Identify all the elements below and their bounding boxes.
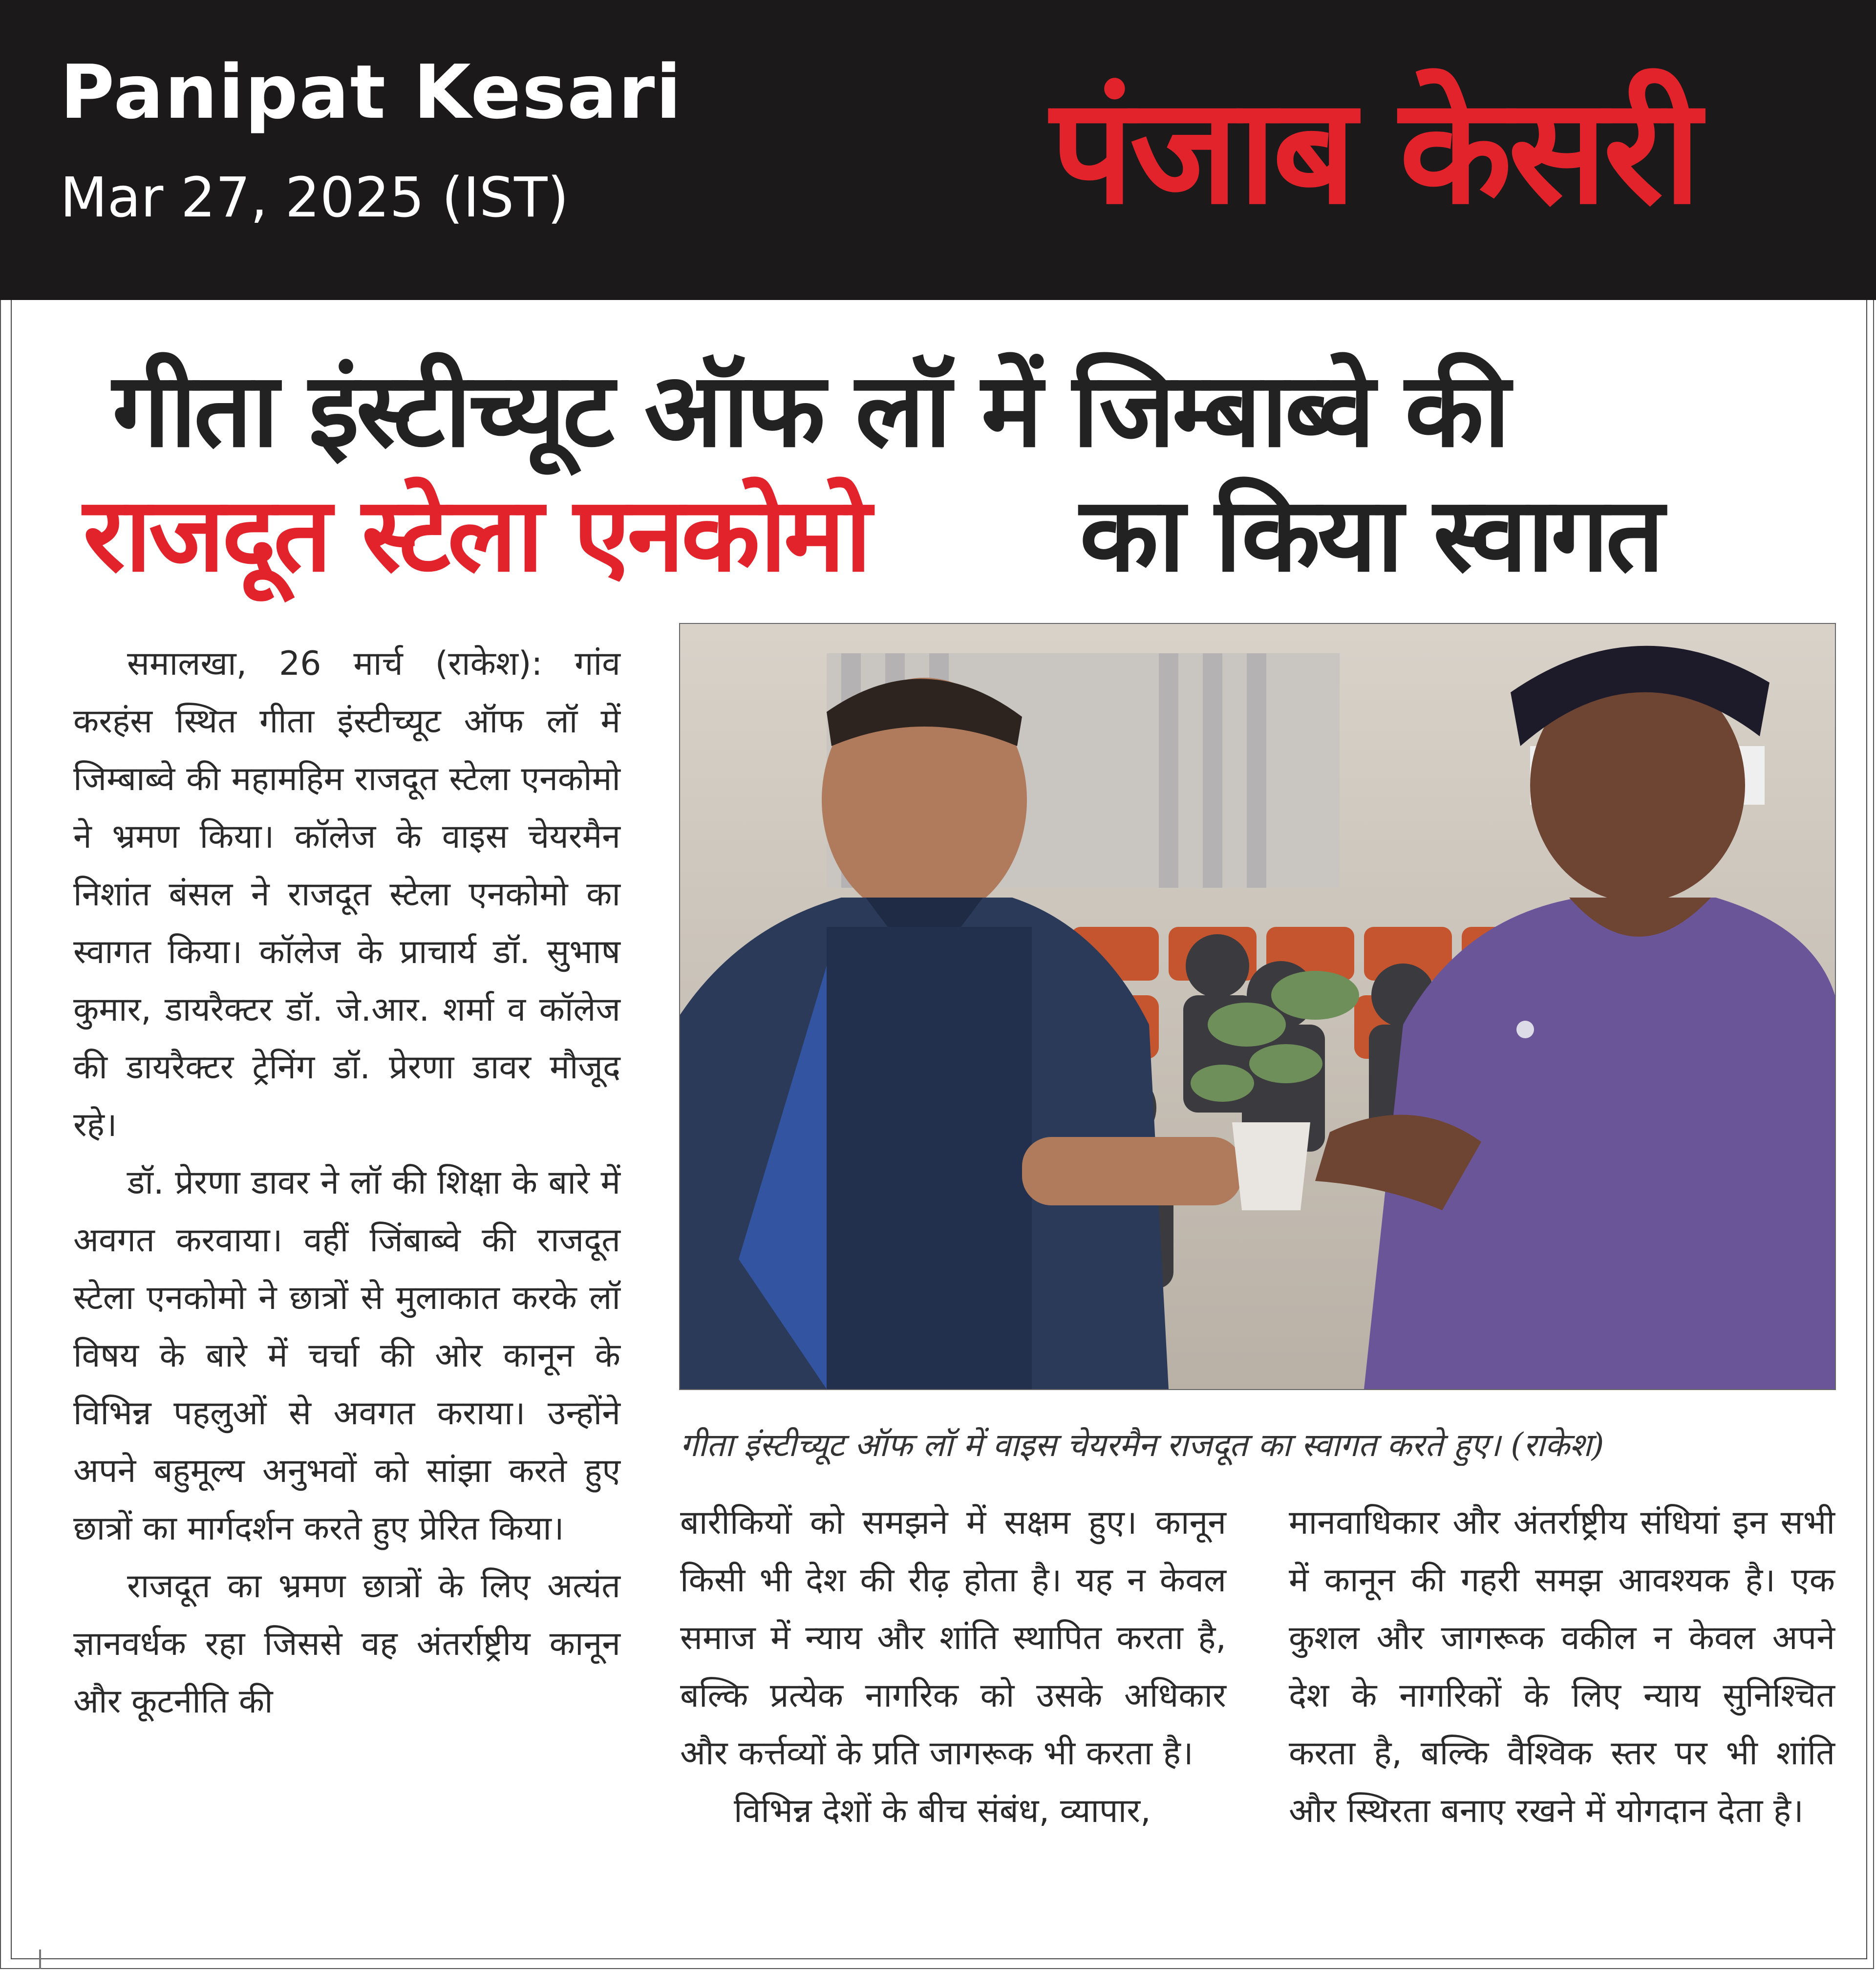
headline-line-2-black: का किया स्वागत [1080,475,1662,595]
article-column-middle [680,1494,1226,1840]
publication-name: Panipat Kesari [60,49,682,135]
photo-caption: गीता इंस्टीच्यूट ऑफ लॉ में वाइस चेयरमैन राजदूत का स्वागत करते हुए। (राकेश) [680,1426,1604,1464]
publication-date: Mar 27, 2025 (IST) [60,166,569,230]
article-photo [679,623,1836,1390]
photo-illustration [680,624,1835,1389]
page-edge-mark [39,1950,41,1969]
headline-line-2-red: राजदूत स्टेला एनकोमो [83,475,869,595]
paragraph: राजदूत का भ्रमण छात्रों के लिए अत्यंत ज्ञानवर्धक रहा जिससे वह अंतर्राष्ट्रीय कानून और कूटनीति की [73,1567,620,1721]
header-divider [0,293,1876,300]
article-column-left [73,635,620,1731]
header-bar [0,0,1876,293]
paragraph: बारीकियों को समझने में सक्षम हुए। कानून किसी भी देश की रीढ़ होता है। यह न केवल समाज में न्याय और शांति स्थापित करता है, बल्कि प्रत्येक नागरिक को उसके अधिकार और कर्त्तव्यों के प्रति जागरूक भी करता है। [680,1503,1226,1773]
paragraph: विभिन्न देशों के बीच संबंध, व्यापार, [734,1792,1151,1830]
paragraph: समालखा, 26 मार्च (राकेश): गांव करहंस स्थित गीता इंस्टीच्यूट ऑफ लॉ में जिम्बाब्वे की महामहिम राजदूत स्टेला एनकोमो ने भ्रमण किया। कॉलेज के वाइस चेयरमैन निशांत बंसल ने राजदूत स्टेला एनकोमो का स्वागत किया। कॉलेज के प्राचार्य डॉ. सुभाष कुमार, डायरैक्टर डॉ. जे.आर. शर्मा व कॉलेज की डायरैक्टर ट्रेनिंग डॉ. प्रेरणा डावर मौजूद रहे। [73,644,620,1144]
paragraph: मानवाधिकार और अंतर्राष्ट्रीय संधियां इन सभी में कानून की गहरी समझ आवश्यक है। एक कुशल और जागरूक वकील न केवल अपने देश के नागरिकों के लिए न्याय सुनिश्चित करता है, बल्कि वैश्विक स्तर पर भी शांति और स्थिरता बनाए रखने में योगदान देता है। [1289,1503,1835,1830]
masthead-logo: पंजाब केसरी [1050,66,1698,236]
paragraph: डॉ. प्रेरणा डावर ने लॉ की शिक्षा के बारे में अवगत करवाया। वहीं जिंबाब्वे की राजदूत स्टेला एनकोमो ने छात्रों से मुलाकात करके लॉ विषय के बारे में चर्चा की ओर कानून के विभिन्न पहलुओं से अवगत कराया। उन्होंने अपने बहुमूल्य अनुभवों को सांझा करते हुए छात्रों का मार्गदर्शन करते हुए प्रेरित किया। [73,1163,620,1548]
article-column-right [1289,1494,1835,1840]
headline-line-1: गीता इंस्टीच्यूट ऑफ लॉ में जिम्बाब्वे की [112,350,1508,470]
